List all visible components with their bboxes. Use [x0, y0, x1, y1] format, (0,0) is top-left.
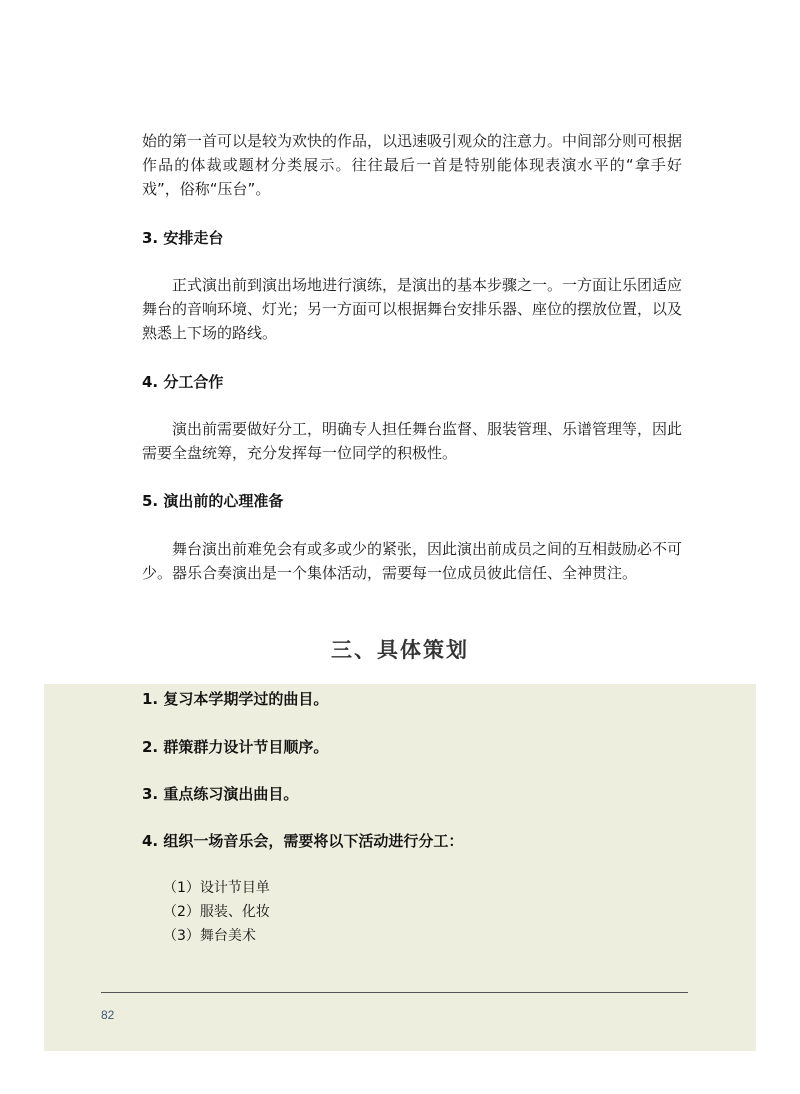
step-body-mental-preparation: 舞台演出前难免会有或多或少的紧张，因此演出前成员之间的互相鼓励必不可少。器乐合奏演出是一个集体活动，需要每一位成员彼此信任、全神贯注。 [142, 540, 683, 582]
sub-item: （3）舞台美术 [163, 928, 256, 944]
sub-item: （2）服装、化妆 [163, 904, 270, 920]
plan-item: 1. 复习本学期学过的曲目。 [142, 690, 329, 708]
plan-item: 4. 组织一场音乐会，需要将以下活动进行分工： [142, 832, 464, 850]
step-heading-division-of-labor: 4. 分工合作 [142, 373, 224, 391]
step-heading-mental-preparation: 5. 演出前的心理准备 [142, 492, 284, 510]
sub-item: （1）设计节目单 [163, 880, 270, 896]
plan-item: 3. 重点练习演出曲目。 [142, 785, 299, 803]
intro-paragraph: 始的第一首可以是较为欢快的作品，以迅速吸引观众的注意力。中间部分则可根据作品的体裁或题材分类展示。往往最后一首是特别能体现表演水平的“拿手好戏”，俗称“压台”。 [142, 132, 683, 198]
page-number: 82 [101, 1008, 115, 1022]
step-body-division-of-labor: 演出前需要做好分工，明确专人担任舞台监督、服装管理、乐谱管理等，因此需要全盘统筹，充分发挥每一位同学的积极性。 [142, 420, 683, 462]
section-title: 三、具体策划 [331, 637, 469, 662]
footer-divider [101, 992, 688, 993]
plan-item: 2. 群策群力设计节目顺序。 [142, 738, 329, 756]
step-heading-rehearsal: 3. 安排走台 [142, 229, 224, 247]
step-body-rehearsal: 正式演出前到演出场地进行演练，是演出的基本步骤之一。一方面让乐团适应舞台的音响环境、灯光；另一方面可以根据舞台安排乐器、座位的摆放位置，以及熟悉上下场的路线。 [142, 276, 683, 342]
